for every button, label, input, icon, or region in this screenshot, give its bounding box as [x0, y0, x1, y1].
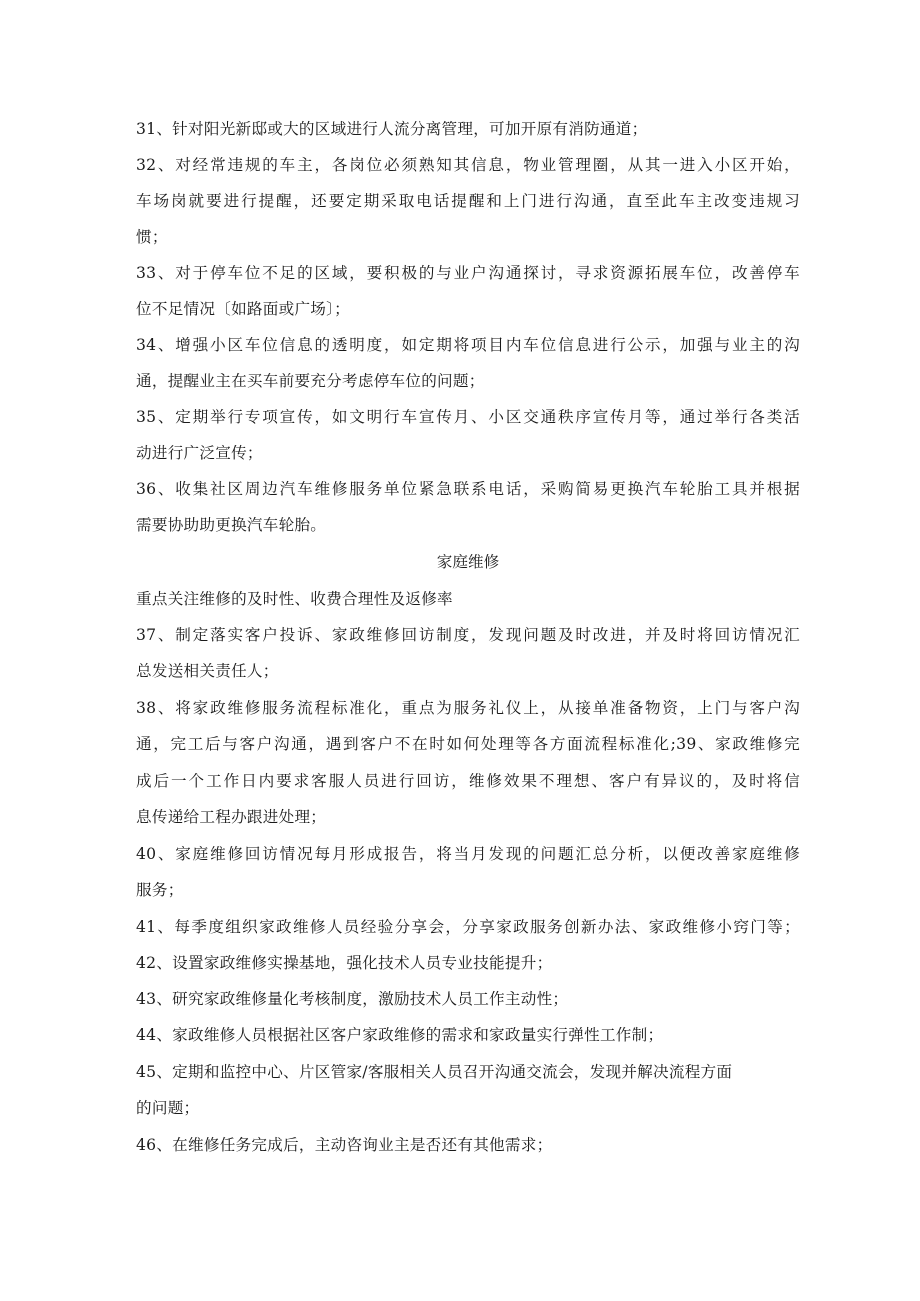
item-36-line-1: 36、收集社区周边汽车维修服务单位紧急联系电话，采购简易更换汽车轮胎工具并根据: [136, 480, 800, 498]
item-34-line-2: 通，提醒业主在买车前要充分考虑停车位的问题；: [136, 372, 485, 390]
item-35-line-2: 动进行广泛宣传；: [136, 444, 263, 462]
item-40-line-1: 40、家庭维修回访情况每月形成报告，将当月发现的问题汇总分析，以便改善家庭维修: [136, 845, 800, 863]
item-34-line-1: 34、增强小区车位信息的透明度，如定期将项目内车位信息进行公示，加强与业主的沟: [136, 336, 800, 354]
item-33-line-1: 33、对于停车位不足的区域，要积极的与业户沟通探讨，寻求资源拓展车位，改善停车: [136, 264, 800, 282]
item-37-line-2: 总发送相关责任人；: [136, 662, 279, 680]
item-38-line-1: 38、将家政维修服务流程标准化，重点为服务礼仪上，从接单准备物资，上门与客户沟: [136, 699, 800, 717]
section-intro: 重点关注维修的及时性、收费合理性及返修率: [136, 590, 453, 608]
item-37-line-1: 37、制定落实客户投诉、家政维修回访制度，发现问题及时改进，并及时将回访情况汇: [136, 626, 800, 644]
item-46: 46、在维修任务完成后，主动咨询业主是否还有其他需求；: [136, 1136, 553, 1154]
item-40-line-2: 服务；: [136, 881, 184, 899]
item-32-line-1: 32、对经常违规的车主，各岗位必须熟知其信息，物业管理圈，从其一进入小区开始，: [136, 156, 800, 174]
item-31: 31、针对阳光新邸或大的区域进行人流分离管理，可加开原有消防通道；: [136, 120, 648, 138]
section-title: 家庭维修: [436, 553, 500, 571]
item-45-line-1: 45、定期和监控中心、片区管家/客服相关人员召开沟通交流会，发现并解决流程方面: [136, 1063, 733, 1081]
item-32-line-2: 车场岗就要进行提醒，还要定期采取电话提醒和上门进行沟通，直至此车主改变违规习: [136, 192, 800, 210]
item-38-line-2: 通，完工后与客户沟通，遇到客户不在时如何处理等各方面流程标准化;39、家政维修完: [136, 735, 800, 753]
item-32-line-3: 惯；: [136, 228, 168, 246]
item-42: 42、设置家政维修实操基地，强化技术人员专业技能提升；: [136, 954, 553, 972]
item-41: 41、每季度组织家政维修人员经验分享会，分享家政服务创新办法、家政维修小窍门等；: [136, 918, 800, 936]
item-43: 43、研究家政维修量化考核制度，激励技术人员工作主动性；: [136, 990, 569, 1008]
item-33-line-2: 位不足情况〔如路面或广场〕；: [136, 300, 351, 318]
item-44: 44、家政维修人员根据社区客户家政维修的需求和家政量实行弹性工作制；: [136, 1026, 664, 1044]
item-35-line-1: 35、定期举行专项宣传，如文明行车宣传月、小区交通秩序宣传月等，通过举行各类活: [136, 408, 800, 426]
item-39-line-2: 息传递给工程办跟进处理；: [136, 808, 327, 826]
item-39-line-1: 成后一个工作日内要求客服人员进行回访，维修效果不理想、客户有异议的，及时将信: [136, 772, 800, 790]
item-36-line-2: 需要协助助更换汽车轮胎。: [136, 516, 327, 534]
item-45-line-2: 的问题；: [136, 1099, 200, 1117]
